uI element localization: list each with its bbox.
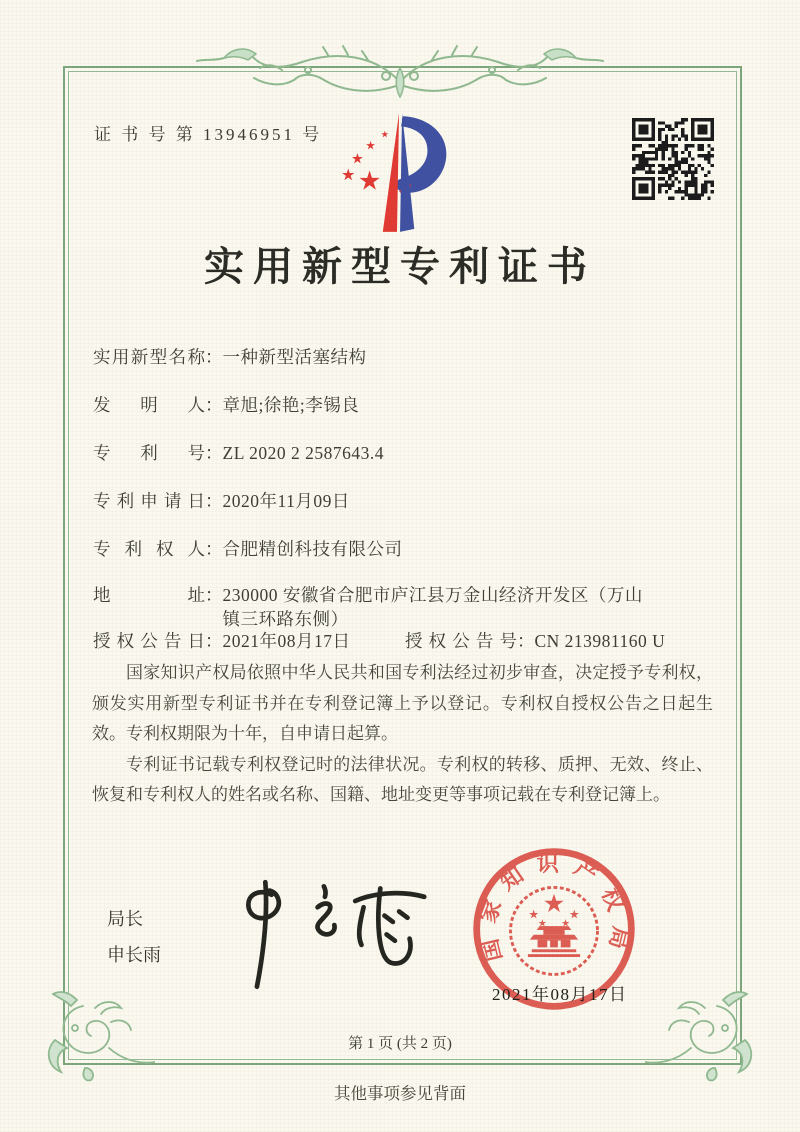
back-side-note: 其他事项参见背面 xyxy=(334,1084,466,1103)
field-row-filing-date: 专利申请日 ： 2020年11月09日 xyxy=(93,491,350,511)
officer-name: 申长雨 xyxy=(107,945,161,965)
certificate-number: 证 书 号 第 13946951 号 xyxy=(94,125,323,144)
field-value-inventors: 章旭;徐艳;李锡良 xyxy=(222,395,360,415)
field-label: 专利申请日 xyxy=(93,491,205,511)
field-label: 实用新型名称 xyxy=(93,347,205,367)
field-label: 发明人 xyxy=(93,395,205,415)
legal-paragraph-2: 专利证书记载专利权登记时的法律状况。专利权的转移、质押、无效、终止、恢复和专利权人的姓名或名称、国籍、地址变更等事项记载在专利登记簿上。 xyxy=(92,754,713,804)
field-label: 地址 xyxy=(93,585,205,605)
field-grant-number-pair: 授权公告号 ： CN 213981160 U xyxy=(405,631,666,651)
field-value-patentee: 合肥精创科技有限公司 xyxy=(222,539,403,559)
field-row-name: 实用新型名称 ： 一种新型活塞结构 xyxy=(93,347,367,367)
shen-changyu-signature-icon xyxy=(212,878,442,993)
seal-date: 2021年08月17日 xyxy=(492,985,628,1004)
officer-block xyxy=(107,901,161,973)
legal-text xyxy=(92,658,713,811)
cnipa-logo-icon xyxy=(336,108,458,240)
field-value-grant-date: 2021年08月17日 xyxy=(222,631,351,651)
officer-title: 局长 xyxy=(107,909,143,929)
field-value-address: 230000 安徽省合肥市庐江县万金山经济开发区（万山镇三环路东侧） xyxy=(222,585,643,629)
legal-paragraph-1: 国家知识产权局依照中华人民共和国专利法经过初步审查，决定授予专利权，颁发实用新型专利证书并在专利登记簿上予以登记。专利权自授权公告之日起生效。专利权期限为十年，自申请日起算。 xyxy=(92,663,713,743)
field-row-inventor: 发明人 ： 章旭;徐艳;李锡良 xyxy=(93,395,360,415)
qr-code-icon xyxy=(632,118,714,200)
field-value-grant-number: CN 213981160 U xyxy=(534,631,666,651)
field-value-patent-number: ZL 2020 2 2587643.4 xyxy=(222,443,384,463)
field-label: 专利权人 xyxy=(93,539,205,559)
field-value-filing-date: 2020年11月09日 xyxy=(222,491,350,511)
page-number: 第 1 页 (共 2 页) xyxy=(348,1036,452,1052)
field-value-utility-model-name: 一种新型活塞结构 xyxy=(222,347,367,367)
field-label: 专利号 xyxy=(93,443,205,463)
field-row-grant: 授权公告日 ： 2021年08月17日 授权公告号 ： CN 213981160 U xyxy=(93,631,666,651)
field-row-patent-number: 专利号 ： ZL 2020 2 2587643.4 xyxy=(93,443,384,463)
field-label: 授权公告日 xyxy=(93,631,205,651)
field-row-patentee: 专利权人 ： 合肥精创科技有限公司 xyxy=(93,539,403,559)
certificate-title: 实用新型专利证书 xyxy=(204,244,596,289)
field-row-address: 地址 ： 230000 安徽省合肥市庐江县万金山经济开发区（万山镇三环路东侧） xyxy=(93,583,717,631)
field-label: 授权公告号 xyxy=(405,631,517,651)
seal-text: 国家知识产权局 xyxy=(474,850,634,964)
